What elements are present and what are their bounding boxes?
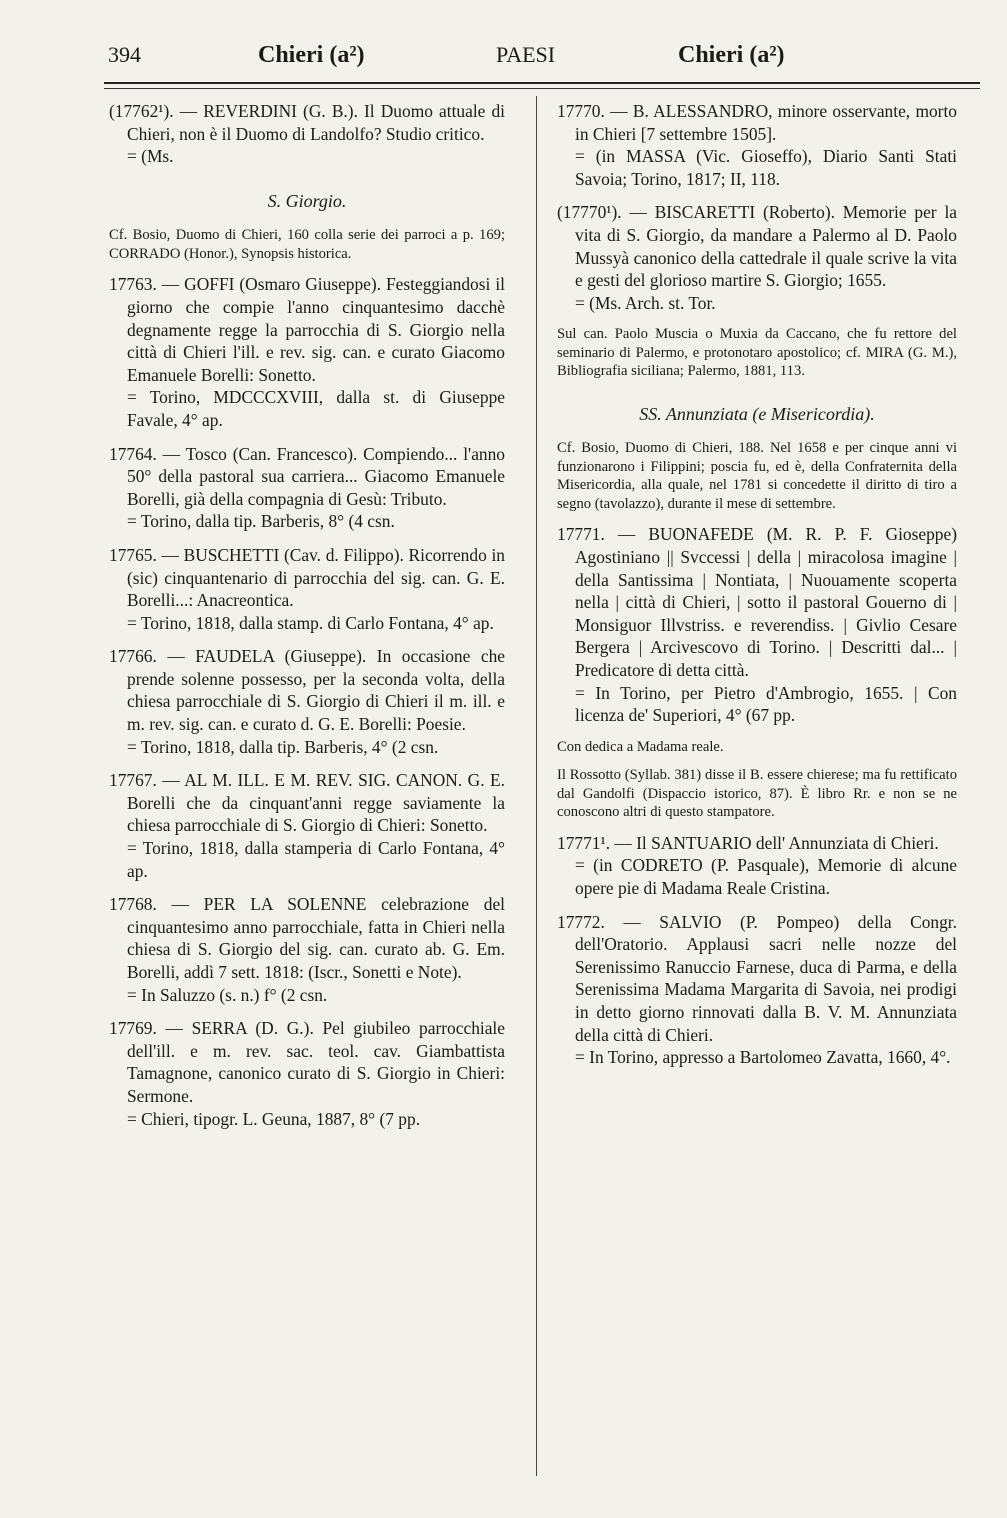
entry-publication: = Torino, 1818, dalla tip. Barberis, 4° (2 csn. <box>127 736 439 757</box>
entry-text: (17770¹). — BISCARETTI (Roberto). Memorie per la vita di S. Giorgio, da mandare a Palermo al D. Paolo Mussyà canonico della cattedrale il quale scrive la vita e gesti del glorioso martire S. Giorgio; 1655. <box>557 202 957 291</box>
entry-publication: = In Torino, appresso a Bartolomeo Zavatta, 1660, 4°. <box>575 1047 951 1068</box>
catalog-entry <box>109 443 505 533</box>
catalog-entry <box>109 893 505 1006</box>
catalog-entry <box>109 1017 505 1130</box>
catalog-entry <box>109 645 505 758</box>
entry-publication: = Torino, 1818, dalla stamp. di Carlo Fontana, 4° ap. <box>127 612 494 633</box>
entry-text: 17764. — Tosco (Can. Francesco). Compiendo... l'anno 50° della pastoral sua carriera... Giacomo Emanuele Borelli, già della compagnia di Gesù: Tributo. <box>109 443 505 509</box>
right-column <box>557 100 957 1080</box>
header-right-title: Chieri (a²) <box>678 42 785 68</box>
column-divider <box>536 96 537 1476</box>
catalog-entry <box>557 100 957 190</box>
bibliographic-note: Cf. Bosio, Duomo di Chieri, 160 colla serie dei parroci a p. 169; CORRADO (Honor.), Synopsis historica. <box>109 227 505 262</box>
entry-publication: = In Torino, per Pietro d'Ambrogio, 1655. | Con licenza de' Superiori, 4° (67 pp. <box>575 682 957 726</box>
entry-text: 17766. — FAUDELA (Giuseppe). In occasione che prende solenne possesso, per la seconda volta, della chiesa parrocchiale di S. Giorgio di Chieri il m. ill. e m. rev. sig. can. e curato d. G. E. Borelli: Poesie. <box>109 646 505 735</box>
bibliographic-note: Il Rossotto (Syllab. 381) disse il B. essere chierese; ma fu rettificato dal Gandolfi (Dispaccio istorico, 87). È libro Rr. e non se ne conoscono altri di questo stampatore. <box>557 767 957 821</box>
header-left-title: Chieri (a²) <box>258 42 365 68</box>
entry-text: 17769. — SERRA (D. G.). Pel giubileo parrocchiale dell'ill. e m. rev. sac. teol. cav. Giambattista Tamagnone, canonico curato di S. Giorgio in Chieri: Sermone. <box>109 1018 505 1106</box>
entry-publication: = (in CODRETO (P. Pasquale), Memorie di alcune opere pie di Madama Reale Cristina. <box>575 855 957 898</box>
bibliographic-note: Cf. Bosio, Duomo di Chieri, 188. Nel 1658 e per cinque anni vi funzionarono i Filippini; poscia fu, ed è, della Confraternita della Misericordia, alla quale, nel 1781 si concedette il diritto di tiro a segno (tavolazzo), durante il mese di settembre. <box>557 440 957 512</box>
entry-publication: = Chieri, tipogr. L. Geuna, 1887, 8° (7 pp. <box>127 1108 421 1129</box>
entry-text: 17770. — B. ALESSANDRO, minore osservante, morto in Chieri [7 settembre 1505]. <box>557 101 957 144</box>
entry-publication: = (Ms. <box>127 146 174 167</box>
entry-text: (17762¹). — REVERDINI (G. B.). Il Duomo attuale di Chieri, non è il Duomo di Landolfo? Studio critico. <box>109 101 505 144</box>
entry-publication: = Torino, dalla tip. Barberis, 8° (4 csn. <box>127 511 395 532</box>
catalog-entry <box>109 544 505 634</box>
entry-text: 17765. — BUSCHETTI (Cav. d. Filippo). Ricorrendo in (sic) cinquantenario di parrocchia del sig. can. G. E. Borelli...: Anacreontica. <box>109 544 505 611</box>
catalog-entry <box>557 201 957 314</box>
page-number: 394 <box>108 42 141 67</box>
entry-publication: = (in MASSA (Vic. Gioseffo), Diario Santi Stati Savoia; Torino, 1817; II, 118. <box>575 146 957 189</box>
catalog-entry <box>109 100 505 168</box>
catalog-entry <box>109 769 505 882</box>
bibliographic-note: Sul can. Paolo Muscia o Muxia da Caccano, che fu rettore del seminario di Palermo, e protonotaro apostolico; cf. MIRA (G. M.), Bibliografia siciliana; Palermo, 1881, 113. <box>557 326 957 380</box>
catalog-entry <box>109 273 505 431</box>
catalog-entry <box>557 832 957 900</box>
entry-text: 17763. — GOFFI (Osmaro Giuseppe). Festeggiandosi il giorno che compie l'anno cinquantesimo dacchè degnamente regge la parrocchia di S. Giorgio nella città di Chieri l'ill. e rev. sig. can. e curato Giacomo Emanuele Borelli: Sonetto. <box>109 274 505 385</box>
bibliographic-note: Con dedica a Madama reale. <box>557 738 724 755</box>
entry-publication: = In Saluzzo (s. n.) f° (2 csn. <box>127 984 328 1005</box>
entry-text: 17771¹. — Il SANTUARIO dell' Annunziata di Chieri. <box>557 832 939 853</box>
entry-text: 17771. — BUONAFEDE (M. R. P. F. Gioseppe) Agostiniano || Svccessi | della | miracolosa imagine | della Santissima | Nontiata, | Nuouamente scoperta nella | città di Chieri, | sotto il pastoral Gouerno di | Monsiguor Illvstriss. e reverendiss. | Givlio Cesare Bergera | Arcivescovo di Torino. | Descritti dal... | Predicatore di detta città. <box>557 524 957 680</box>
header-rule-thin <box>104 88 980 89</box>
header-center-title: PAESI <box>496 42 556 67</box>
entry-publication: = (Ms. Arch. st. Tor. <box>575 292 716 313</box>
entry-text: 17767. — AL M. ILL. E M. REV. SIG. CANON. G. E. Borelli che da cinquant'anni regge saviamente la chiesa parrocchiale di S. Giorgio di Chieri: Sonetto. <box>109 770 505 836</box>
entry-publication: = Torino, 1818, dalla stamperia di Carlo Fontana, 4° ap. <box>127 838 505 881</box>
entry-text: 17772. — SALVIO (P. Pompeo) della Congr. dell'Oratorio. Applausi sacri nelle nozze del Serenissimo Ranuccio Farnese, duca di Parma, e della Serenissima Madama Margarita di Savoia, nei prodigi in detto giorno rinnovati dalla B. V. M. Annunziata della città di Chieri. <box>557 911 957 1045</box>
section-title: S. Giorgio. <box>267 190 347 211</box>
entry-publication: = Torino, MDCCCXVIII, dalla st. di Giuseppe Favale, 4° ap. <box>127 387 505 430</box>
catalog-entry <box>557 911 957 1069</box>
entry-text: 17768. — PER LA SOLENNE celebrazione del cinquantesimo anno parrocchiale, fatta in Chieri nella chiesa di S. Giorgio del sig. can. curato ab. G. Em. Borelli, addì 7 sett. 1818: (Iscr., Sonetti e Note). <box>109 894 505 982</box>
section-title: SS. Annunziata (e Misericordia). <box>639 403 875 424</box>
header-rule-thick <box>104 82 980 84</box>
left-column <box>109 100 505 1141</box>
running-header <box>108 38 978 72</box>
catalog-entry <box>557 523 957 726</box>
